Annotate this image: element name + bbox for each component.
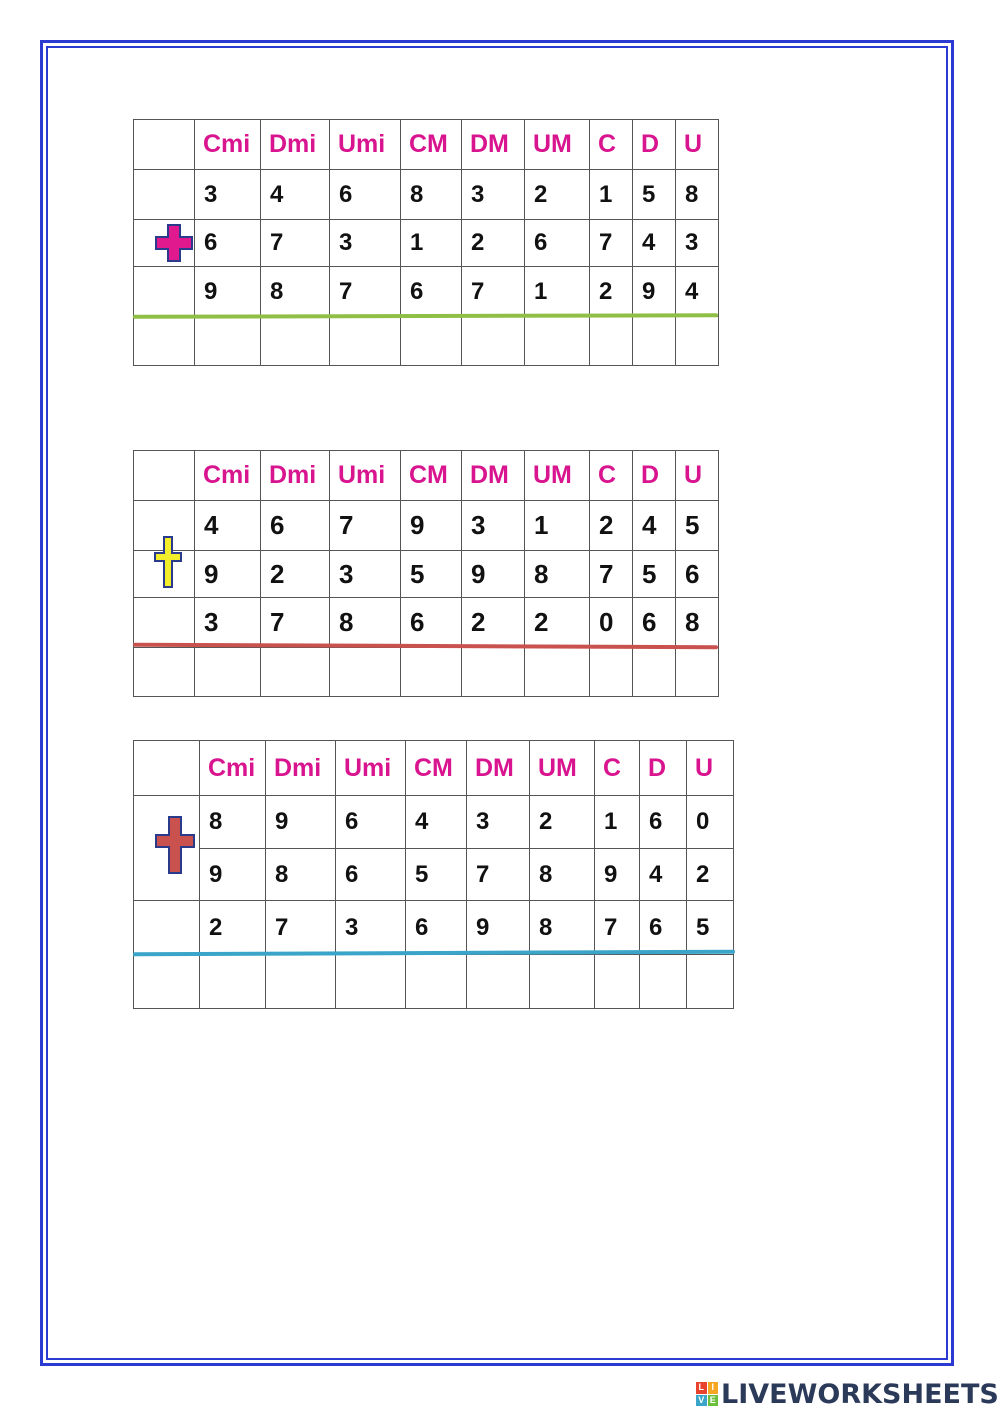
digit-cell: 9 [195,267,261,317]
digit-cell: 1 [590,170,633,220]
digit-cell: 2 [200,901,266,955]
plus-sign-icon-2 [153,535,183,589]
digit-cell: 6 [406,901,467,955]
answer-cell[interactable] [590,317,633,366]
digit-cell: 8 [530,849,595,901]
answer-cell[interactable] [336,955,406,1009]
digit-cell: 4 [406,796,467,849]
digit-cell: 6 [401,598,462,648]
answer-cell[interactable] [633,648,676,697]
digit-cell: 9 [266,796,336,849]
header-um: UM [525,120,590,170]
digit-cell: 1 [525,267,590,317]
digit-cell: 7 [261,220,330,267]
header-umi: Umi [330,451,401,501]
digit-cell: 3 [195,170,261,220]
answer-cell[interactable] [525,648,590,697]
digit-cell: 3 [330,551,401,598]
answer-cell[interactable] [633,317,676,366]
header-d: D [640,741,687,796]
digit-cell: 3 [676,220,719,267]
header-cmi: Cmi [195,451,261,501]
liveworksheets-logo [696,1378,999,1410]
logo-mark-letter: V [696,1395,707,1407]
header-umi: Umi [330,120,401,170]
answer-cell[interactable] [595,955,640,1009]
digit-cell: 6 [401,267,462,317]
digit-cell: 8 [200,796,266,849]
header-um: UM [525,451,590,501]
answer-cell[interactable] [330,317,401,366]
header-cm: CM [401,120,462,170]
answer-cell[interactable] [687,955,734,1009]
addend-row-3 [134,901,734,955]
digit-cell: 2 [530,796,595,849]
digit-cell: 7 [595,901,640,955]
digit-cell: 3 [462,170,525,220]
header-d: D [633,451,676,501]
answer-cell[interactable] [401,317,462,366]
digit-cell: 0 [687,796,734,849]
digit-cell: 2 [687,849,734,901]
sign-cell [134,901,200,955]
corner-cell [134,451,195,501]
sign-cell [134,317,195,366]
digit-cell: 9 [467,901,530,955]
digit-cell: 7 [261,598,330,648]
header-um: UM [530,741,595,796]
header-row [134,120,719,170]
addend-row-2 [134,551,719,598]
answer-cell[interactable] [266,955,336,1009]
addend-row-1 [134,796,734,849]
sign-cell [134,267,195,317]
digit-cell: 4 [633,220,676,267]
header-cmi: Cmi [195,120,261,170]
digit-cell: 7 [590,220,633,267]
digit-cell: 5 [633,170,676,220]
digit-cell: 9 [633,267,676,317]
digit-cell: 7 [462,267,525,317]
digit-cell: 3 [195,598,261,648]
digit-cell: 1 [401,220,462,267]
digit-cell: 4 [195,501,261,551]
plus-sign-icon-3 [154,815,196,875]
digit-cell: 9 [200,849,266,901]
digit-cell: 2 [525,170,590,220]
digit-cell: 9 [595,849,640,901]
corner-cell [134,741,200,796]
digit-cell: 2 [590,267,633,317]
addend-row-1 [134,501,719,551]
answer-cell[interactable] [525,317,590,366]
sign-cell [134,170,195,220]
digit-cell: 4 [261,170,330,220]
addend-row-2 [134,220,719,267]
answer-cell[interactable] [406,955,467,1009]
plus-sign-icon-1 [154,223,194,263]
header-umi: Umi [336,741,406,796]
answer-cell[interactable] [401,648,462,697]
digit-cell: 5 [676,501,719,551]
header-row [134,451,719,501]
digit-cell: 1 [525,501,590,551]
header-cmi: Cmi [200,741,266,796]
header-d: D [633,120,676,170]
header-cm: CM [406,741,467,796]
addend-row-3 [134,267,719,317]
digit-cell: 1 [595,796,640,849]
digit-cell: 7 [330,267,401,317]
digit-cell: 6 [633,598,676,648]
digit-cell: 9 [401,501,462,551]
header-u: U [676,451,719,501]
digit-cell: 7 [330,501,401,551]
answer-cell[interactable] [462,317,525,366]
digit-cell: 4 [633,501,676,551]
digit-cell: 8 [401,170,462,220]
answer-cell[interactable] [590,648,633,697]
digit-cell: 7 [467,849,530,901]
digit-cell: 2 [261,551,330,598]
header-c: C [590,120,633,170]
digit-cell: 5 [633,551,676,598]
addition-table-1 [133,119,719,366]
header-u: U [676,120,719,170]
digit-cell: 8 [525,551,590,598]
digit-cell: 5 [687,901,734,955]
addition-table-3 [133,740,734,1009]
addend-row-3 [134,598,719,648]
digit-cell: 0 [590,598,633,648]
digit-cell: 9 [195,551,261,598]
digit-cell: 9 [462,551,525,598]
answer-cell[interactable] [200,955,266,1009]
digit-cell: 8 [330,598,401,648]
digit-cell: 6 [640,796,687,849]
header-dm: DM [462,120,525,170]
answer-cell[interactable] [330,648,401,697]
answer-cell[interactable] [640,955,687,1009]
answer-cell[interactable] [467,955,530,1009]
digit-cell: 3 [462,501,525,551]
header-dmi: Dmi [266,741,336,796]
corner-cell [134,120,195,170]
digit-cell: 3 [336,901,406,955]
logo-mark-icon [696,1382,718,1406]
logo-text: LIVEWORKSHEETS [721,1378,999,1410]
answer-cell[interactable] [261,648,330,697]
addition-table-2 [133,450,719,697]
header-c: C [590,451,633,501]
answer-cell[interactable] [261,317,330,366]
digit-cell: 8 [676,170,719,220]
digit-cell: 6 [676,551,719,598]
digit-cell: 6 [336,796,406,849]
result-row [134,955,734,1009]
answer-cell[interactable] [195,648,261,697]
digit-cell: 2 [590,501,633,551]
answer-cell[interactable] [676,317,719,366]
sign-cell [134,598,195,648]
digit-cell: 2 [525,598,590,648]
result-row [134,648,719,697]
digit-cell: 5 [401,551,462,598]
digit-cell: 4 [640,849,687,901]
header-dmi: Dmi [261,120,330,170]
digit-cell: 4 [676,267,719,317]
digit-cell: 7 [266,901,336,955]
digit-cell: 6 [336,849,406,901]
addend-row-1 [134,170,719,220]
answer-cell[interactable] [676,648,719,697]
digit-cell: 7 [590,551,633,598]
header-u: U [687,741,734,796]
sign-cell [134,648,195,697]
digit-cell: 6 [525,220,590,267]
header-row [134,741,734,796]
answer-cell[interactable] [530,955,595,1009]
digit-cell: 8 [676,598,719,648]
digit-cell: 6 [261,501,330,551]
digit-cell: 6 [330,170,401,220]
addend-row-2 [134,849,734,901]
logo-mark-letter: I [708,1382,719,1394]
digit-cell: 3 [467,796,530,849]
answer-cell[interactable] [462,648,525,697]
answer-cell[interactable] [195,317,261,366]
digit-cell: 5 [406,849,467,901]
header-dm: DM [462,451,525,501]
digit-cell: 8 [530,901,595,955]
digit-cell: 6 [640,901,687,955]
sign-cell [134,955,200,1009]
digit-cell: 2 [462,220,525,267]
result-row [134,317,719,366]
logo-mark-letter: L [696,1382,707,1394]
digit-cell: 3 [330,220,401,267]
header-dm: DM [467,741,530,796]
digit-cell: 2 [462,598,525,648]
digit-cell: 6 [195,220,261,267]
header-cm: CM [401,451,462,501]
digit-cell: 8 [261,267,330,317]
logo-mark-letter: E [708,1395,719,1407]
header-c: C [595,741,640,796]
header-dmi: Dmi [261,451,330,501]
digit-cell: 8 [266,849,336,901]
